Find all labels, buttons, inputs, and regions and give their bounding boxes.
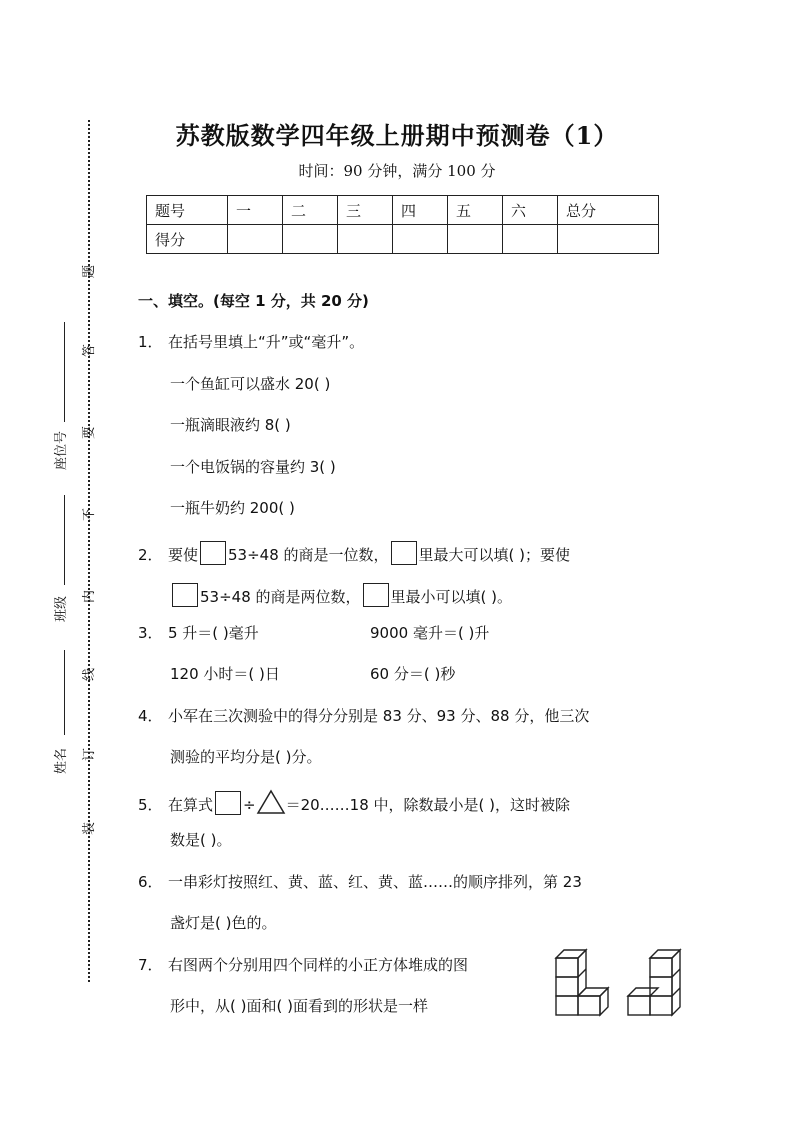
score-header-cell: 题号 [147,196,228,225]
score-cell[interactable] [558,225,659,254]
score-header-cell: 三 [338,196,393,225]
cube-stack-figure-a [552,940,616,1018]
score-header-cell: 六 [503,196,558,225]
q2-text-d: 53÷48 的商是两位数， [200,588,361,606]
score-row-label: 得分 [147,225,228,254]
score-cell[interactable] [448,225,503,254]
name-underline [64,650,65,735]
q4-number: 4． [138,707,163,725]
class-underline [64,495,65,585]
q2-text-e: 里最小可以填( )。 [390,588,512,606]
q2-number: 2． [138,546,163,564]
q6-text-1: 一串彩灯按照红、黄、蓝、红、黄、蓝……的顺序排列，第 23 [168,873,582,891]
seat-label: 座位号 [54,430,69,470]
score-cell[interactable] [393,225,448,254]
class-label: 班级 [54,595,69,622]
score-cell[interactable] [283,225,338,254]
score-header-cell: 总分 [558,196,659,225]
blank-box-icon [200,541,226,565]
q7-text-1: 右图两个分别用四个同样的小正方体堆成的图 [168,956,469,974]
q2-text-a: 要使 [168,546,199,564]
score-header-cell: 一 [228,196,283,225]
q6-number: 6． [138,873,163,891]
binding-char-yao: 要 [82,425,98,440]
score-table-header-row [147,196,659,225]
q7-line-2: 形中，从( )面和( )面看到的形状是一样 [170,997,428,1015]
q1-item: 一个电饭锅的容量约 3( ) [170,458,336,476]
q7-line-1 [138,954,468,975]
q2-line-2 [170,583,512,607]
blank-box-icon [215,791,241,815]
q5-text-c: ＝20……18 中，除数最小是( )，这时被除 [285,796,571,814]
binding-char-xian: 线 [82,667,98,682]
binding-char-ding: 订 [82,747,98,762]
q5-divide: ÷ [243,796,256,814]
q3-number: 3． [138,624,163,642]
binding-char-bu: 不 [82,507,98,522]
q6-line-1 [138,871,582,892]
score-header-cell: 四 [393,196,448,225]
score-cell[interactable] [338,225,393,254]
score-header-cell: 五 [448,196,503,225]
binding-char-nei: 内 [82,589,98,604]
name-label: 姓名 [54,747,69,774]
q2-text-c: 里最大可以填( )；要使 [418,546,571,564]
page-title: 苏教版数学四年级上册期中预测卷（1） [175,121,619,150]
q7-number: 7． [138,956,163,974]
q3-b: 9000 毫升＝( )升 [370,624,490,642]
q4-text-1: 小军在三次测验中的得分分别是 83 分、93 分、88 分，他三次 [168,707,590,725]
q3-d: 60 分＝( )秒 [370,665,456,683]
seat-underline [64,322,65,422]
q1-text: 在括号里填上“升”或“毫升”。 [168,333,365,351]
q1-item: 一瓶滴眼液约 8( ) [170,416,291,434]
q2-line-1 [138,541,570,565]
binding-char-zhuang: 装 [82,821,98,836]
score-table-score-row [147,225,659,254]
binding-char-ti: 题 [82,264,98,279]
binding-dotted-line [88,120,90,982]
blank-box-icon [172,583,198,607]
q1-item: 一瓶牛奶约 200( ) [170,499,295,517]
q1-item: 一个鱼缸可以盛水 20( ) [170,375,331,393]
q4-line-2: 测验的平均分是( )分。 [170,748,322,766]
q4-line-1 [138,705,589,726]
q5-line-1 [138,789,570,815]
q5-number: 5． [138,796,163,814]
score-table [146,195,659,254]
q3-line-1 [138,622,259,643]
blank-box-icon [391,541,417,565]
q5-text-a: 在算式 [168,796,214,814]
triangle-icon [256,789,286,815]
q2-text-b: 53÷48 的商是一位数， [228,546,389,564]
section-1-heading: 一、填空。(每空 1 分，共 20 分) [138,292,369,310]
binding-char-da: 答 [82,343,98,358]
q3-c: 120 小时＝( )日 [170,665,280,683]
page-subtitle: 时间：90 分钟，满分 100 分 [298,162,496,180]
q1-number: 1． [138,333,163,351]
cube-stack-figure-b [624,940,688,1018]
score-cell[interactable] [228,225,283,254]
score-header-cell: 二 [283,196,338,225]
q5-line-2: 数是( )。 [170,831,232,849]
q1-stem [138,331,364,352]
score-cell[interactable] [503,225,558,254]
blank-box-icon [363,583,389,607]
q3-a: 5 升＝( )毫升 [168,624,259,642]
q6-line-2: 盏灯是( )色的。 [170,914,277,932]
